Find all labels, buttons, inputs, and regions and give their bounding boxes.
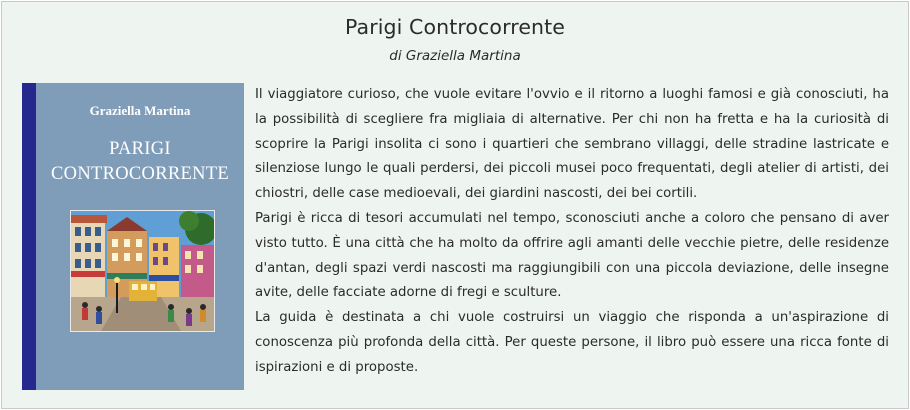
description-paragraph: La guida è destinata a chi vuole costruirsi un viaggio che risponda a un'aspirazione di conoscenza più profonda della città. Per queste persone, il libro può essere una ricca fonte di ispirazioni e di proposte. <box>255 310 889 375</box>
author-subtitle: di Graziella Martina <box>389 48 521 64</box>
cover-painting-illustration <box>71 211 214 331</box>
book-description <box>255 83 889 381</box>
book-cover <box>22 83 244 390</box>
book-cover-author: Graziella Martina <box>89 103 191 118</box>
book-cover-title-line1: PARIGI <box>109 139 171 159</box>
description-paragraph: Il viaggiatore curioso, che vuole evitare l'ovvio e il ritorno a luoghi famosi e già conosciuti, ha la possibilità di scegliere fra migliaia di alternative. Per chi non ha fretta e ha la curiosità di scoprire la Parigi insolita ci sono i quartieri che sembrano villaggi, delle stradine lastricate e silenziose lungo le quali perdersi, dei piccoli musei poco frequentati, degli atelier di artisti, dei chiostri, delle case medioevali, dei giardini nascosti, dei bei cortili. <box>255 87 889 202</box>
description-paragraph: Parigi è ricca di tesori accumulati nel tempo, sconosciuti anche a coloro che pensano di aver visto tutto. È una città che ha molto da offrire agli amanti delle vecchie pietre, delle residenze d'antan, degli spazi verdi nascosti ma raggiungibili con una piccola deviazione, delle insegne avite, delle facciate adorne di fregi e sculture. <box>255 210 889 301</box>
book-cover-title <box>36 137 244 187</box>
book-cover-title-line2: CONTROCORRENTE <box>51 164 229 184</box>
cover-painting <box>70 210 215 332</box>
book-spine <box>22 83 36 390</box>
page-title: Parigi Controcorrente <box>345 15 565 39</box>
